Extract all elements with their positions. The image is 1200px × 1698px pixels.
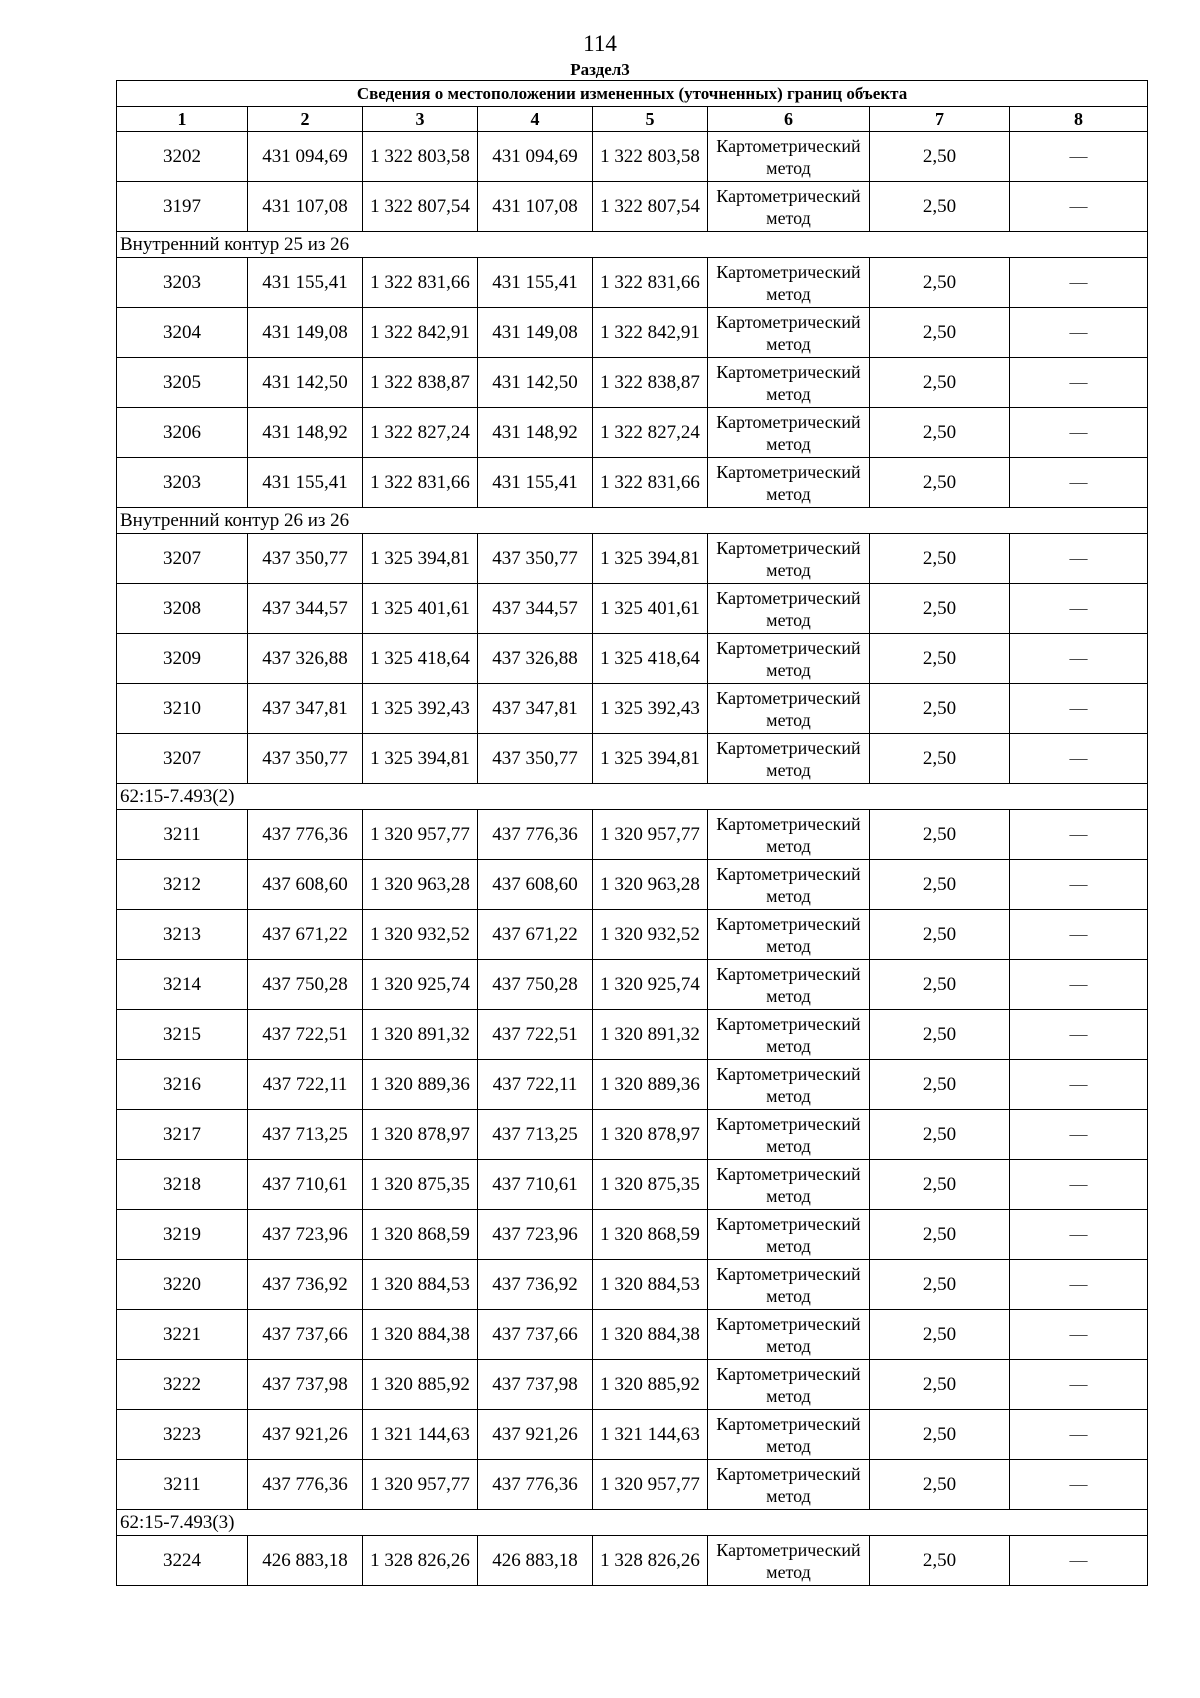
x-coord-cell: 431 107,08 <box>248 182 363 232</box>
y-coord-cell: 1 320 875,35 <box>593 1160 708 1210</box>
y-coord-cell: 1 320 885,92 <box>593 1360 708 1410</box>
note-cell: — <box>1010 258 1148 308</box>
contour-group-row <box>117 1510 1148 1536</box>
x-coord-cell: 437 723,96 <box>478 1210 593 1260</box>
method-cell: Картометрический метод <box>708 960 870 1010</box>
x-coord-cell: 437 347,81 <box>478 684 593 734</box>
note-cell: — <box>1010 910 1148 960</box>
y-coord-cell: 1 320 957,77 <box>363 1460 478 1510</box>
table-row <box>117 810 1148 860</box>
method-cell: Картометрический метод <box>708 458 870 508</box>
point-number-cell: 3224 <box>117 1536 248 1586</box>
note-cell: — <box>1010 358 1148 408</box>
y-coord-cell: 1 325 394,81 <box>363 534 478 584</box>
y-coord-cell: 1 320 884,38 <box>593 1310 708 1360</box>
x-coord-cell: 437 713,25 <box>478 1110 593 1160</box>
method-cell: Картометрический метод <box>708 634 870 684</box>
x-coord-cell: 431 142,50 <box>248 358 363 408</box>
contour-group-label: Внутренний контур 25 из 26 <box>117 232 1148 258</box>
table-row <box>117 1410 1148 1460</box>
note-cell: — <box>1010 1160 1148 1210</box>
x-coord-cell: 431 149,08 <box>248 308 363 358</box>
x-coord-cell: 437 737,98 <box>478 1360 593 1410</box>
table-body <box>117 132 1148 1586</box>
method-cell: Картометрический метод <box>708 258 870 308</box>
y-coord-cell: 1 320 889,36 <box>363 1060 478 1110</box>
y-coord-cell: 1 322 842,91 <box>363 308 478 358</box>
method-cell: Картометрический метод <box>708 358 870 408</box>
x-coord-cell: 431 148,92 <box>478 408 593 458</box>
y-coord-cell: 1 321 144,63 <box>363 1410 478 1460</box>
x-coord-cell: 437 776,36 <box>478 1460 593 1510</box>
accuracy-cell: 2,50 <box>870 1410 1010 1460</box>
y-coord-cell: 1 322 842,91 <box>593 308 708 358</box>
accuracy-cell: 2,50 <box>870 1210 1010 1260</box>
note-cell: — <box>1010 1410 1148 1460</box>
column-header: 7 <box>870 107 1010 132</box>
accuracy-cell: 2,50 <box>870 960 1010 1010</box>
method-cell: Картометрический метод <box>708 910 870 960</box>
table-row <box>117 308 1148 358</box>
x-coord-cell: 437 776,36 <box>248 1460 363 1510</box>
point-number-cell: 3216 <box>117 1060 248 1110</box>
y-coord-cell: 1 325 418,64 <box>593 634 708 684</box>
point-number-cell: 3211 <box>117 810 248 860</box>
table-row <box>117 1460 1148 1510</box>
method-cell: Картометрический метод <box>708 1210 870 1260</box>
note-cell: — <box>1010 1260 1148 1310</box>
accuracy-cell: 2,50 <box>870 1060 1010 1110</box>
y-coord-cell: 1 325 418,64 <box>363 634 478 684</box>
accuracy-cell: 2,50 <box>870 860 1010 910</box>
x-coord-cell: 437 608,60 <box>478 860 593 910</box>
accuracy-cell: 2,50 <box>870 1110 1010 1160</box>
y-coord-cell: 1 322 838,87 <box>593 358 708 408</box>
accuracy-cell: 2,50 <box>870 358 1010 408</box>
accuracy-cell: 2,50 <box>870 1310 1010 1360</box>
point-number-cell: 3210 <box>117 684 248 734</box>
y-coord-cell: 1 322 803,58 <box>363 132 478 182</box>
y-coord-cell: 1 320 884,38 <box>363 1310 478 1360</box>
point-number-cell: 3212 <box>117 860 248 910</box>
contour-group-row <box>117 232 1148 258</box>
accuracy-cell: 2,50 <box>870 810 1010 860</box>
x-coord-cell: 437 350,77 <box>248 534 363 584</box>
point-number-cell: 3205 <box>117 358 248 408</box>
x-coord-cell: 431 094,69 <box>248 132 363 182</box>
y-coord-cell: 1 320 932,52 <box>593 910 708 960</box>
y-coord-cell: 1 320 963,28 <box>593 860 708 910</box>
x-coord-cell: 437 723,96 <box>248 1210 363 1260</box>
point-number-cell: 3223 <box>117 1410 248 1460</box>
y-coord-cell: 1 322 827,24 <box>593 408 708 458</box>
note-cell: — <box>1010 960 1148 1010</box>
x-coord-cell: 426 883,18 <box>248 1536 363 1586</box>
method-cell: Картометрический метод <box>708 810 870 860</box>
method-cell: Картометрический метод <box>708 1160 870 1210</box>
contour-group-row <box>117 508 1148 534</box>
x-coord-cell: 437 921,26 <box>478 1410 593 1460</box>
note-cell: — <box>1010 1010 1148 1060</box>
method-cell: Картометрический метод <box>708 1260 870 1310</box>
contour-group-row <box>117 784 1148 810</box>
y-coord-cell: 1 321 144,63 <box>593 1410 708 1460</box>
section-title: Раздел3 <box>570 60 630 79</box>
table-caption: Сведения о местоположении измененных (уточненных) границ объекта <box>117 81 1148 107</box>
x-coord-cell: 431 149,08 <box>478 308 593 358</box>
x-coord-cell: 437 737,66 <box>248 1310 363 1360</box>
point-number-cell: 3203 <box>117 258 248 308</box>
method-cell: Картометрический метод <box>708 1110 870 1160</box>
note-cell: — <box>1010 1360 1148 1410</box>
header-row <box>117 107 1148 132</box>
table-row <box>117 1210 1148 1260</box>
table-row <box>117 1310 1148 1360</box>
note-cell: — <box>1010 1310 1148 1360</box>
y-coord-cell: 1 320 889,36 <box>593 1060 708 1110</box>
method-cell: Картометрический метод <box>708 132 870 182</box>
accuracy-cell: 2,50 <box>870 1160 1010 1210</box>
note-cell: — <box>1010 734 1148 784</box>
table-row <box>117 1010 1148 1060</box>
note-cell: — <box>1010 584 1148 634</box>
note-cell: — <box>1010 634 1148 684</box>
note-cell: — <box>1010 1110 1148 1160</box>
point-number-cell: 3211 <box>117 1460 248 1510</box>
table-row <box>117 1110 1148 1160</box>
y-coord-cell: 1 322 831,66 <box>363 258 478 308</box>
contour-group-label: 62:15-7.493(3) <box>117 1510 1148 1536</box>
x-coord-cell: 437 750,28 <box>248 960 363 1010</box>
y-coord-cell: 1 320 957,77 <box>363 810 478 860</box>
x-coord-cell: 437 722,51 <box>248 1010 363 1060</box>
method-cell: Картометрический метод <box>708 308 870 358</box>
method-cell: Картометрический метод <box>708 1010 870 1060</box>
page-number: 114 <box>583 31 617 56</box>
y-coord-cell: 1 322 831,66 <box>593 258 708 308</box>
accuracy-cell: 2,50 <box>870 1536 1010 1586</box>
x-coord-cell: 431 107,08 <box>478 182 593 232</box>
y-coord-cell: 1 320 925,74 <box>593 960 708 1010</box>
y-coord-cell: 1 325 394,81 <box>593 734 708 784</box>
note-cell: — <box>1010 1060 1148 1110</box>
column-header: 8 <box>1010 107 1148 132</box>
x-coord-cell: 437 710,61 <box>248 1160 363 1210</box>
y-coord-cell: 1 320 891,32 <box>593 1010 708 1060</box>
x-coord-cell: 437 736,92 <box>478 1260 593 1310</box>
accuracy-cell: 2,50 <box>870 1010 1010 1060</box>
accuracy-cell: 2,50 <box>870 584 1010 634</box>
table-row <box>117 408 1148 458</box>
x-coord-cell: 437 671,22 <box>248 910 363 960</box>
y-coord-cell: 1 322 803,58 <box>593 132 708 182</box>
y-coord-cell: 1 320 875,35 <box>363 1160 478 1210</box>
x-coord-cell: 437 776,36 <box>478 810 593 860</box>
contour-group-label: 62:15-7.493(2) <box>117 784 1148 810</box>
column-header: 2 <box>248 107 363 132</box>
table-row <box>117 1536 1148 1586</box>
point-number-cell: 3217 <box>117 1110 248 1160</box>
table-row <box>117 734 1148 784</box>
point-number-cell: 3203 <box>117 458 248 508</box>
note-cell: — <box>1010 408 1148 458</box>
x-coord-cell: 437 350,77 <box>248 734 363 784</box>
table-row <box>117 358 1148 408</box>
method-cell: Картометрический метод <box>708 1310 870 1360</box>
table-row <box>117 132 1148 182</box>
x-coord-cell: 437 344,57 <box>248 584 363 634</box>
table-row <box>117 1260 1148 1310</box>
method-cell: Картометрический метод <box>708 734 870 784</box>
x-coord-cell: 426 883,18 <box>478 1536 593 1586</box>
y-coord-cell: 1 322 838,87 <box>363 358 478 408</box>
y-coord-cell: 1 322 831,66 <box>363 458 478 508</box>
table-row <box>117 258 1148 308</box>
accuracy-cell: 2,50 <box>870 308 1010 358</box>
y-coord-cell: 1 320 925,74 <box>363 960 478 1010</box>
note-cell: — <box>1010 1210 1148 1260</box>
x-coord-cell: 437 608,60 <box>248 860 363 910</box>
point-number-cell: 3202 <box>117 132 248 182</box>
y-coord-cell: 1 320 891,32 <box>363 1010 478 1060</box>
method-cell: Картометрический метод <box>708 534 870 584</box>
y-coord-cell: 1 320 885,92 <box>363 1360 478 1410</box>
point-number-cell: 3197 <box>117 182 248 232</box>
accuracy-cell: 2,50 <box>870 132 1010 182</box>
x-coord-cell: 431 155,41 <box>478 458 593 508</box>
y-coord-cell: 1 320 868,59 <box>593 1210 708 1260</box>
table-row <box>117 910 1148 960</box>
x-coord-cell: 437 776,36 <box>248 810 363 860</box>
accuracy-cell: 2,50 <box>870 1460 1010 1510</box>
note-cell: — <box>1010 458 1148 508</box>
point-number-cell: 3221 <box>117 1310 248 1360</box>
y-coord-cell: 1 320 957,77 <box>593 810 708 860</box>
note-cell: — <box>1010 534 1148 584</box>
x-coord-cell: 437 722,11 <box>478 1060 593 1110</box>
method-cell: Картометрический метод <box>708 1460 870 1510</box>
accuracy-cell: 2,50 <box>870 458 1010 508</box>
method-cell: Картометрический метод <box>708 408 870 458</box>
accuracy-cell: 2,50 <box>870 408 1010 458</box>
point-number-cell: 3218 <box>117 1160 248 1210</box>
y-coord-cell: 1 320 884,53 <box>363 1260 478 1310</box>
y-coord-cell: 1 320 884,53 <box>593 1260 708 1310</box>
x-coord-cell: 437 737,66 <box>478 1310 593 1360</box>
table-row <box>117 860 1148 910</box>
point-number-cell: 3214 <box>117 960 248 1010</box>
x-coord-cell: 431 148,92 <box>248 408 363 458</box>
table-row <box>117 684 1148 734</box>
y-coord-cell: 1 325 394,81 <box>363 734 478 784</box>
method-cell: Картометрический метод <box>708 584 870 634</box>
column-header: 5 <box>593 107 708 132</box>
y-coord-cell: 1 322 831,66 <box>593 458 708 508</box>
contour-group-label: Внутренний контур 26 из 26 <box>117 508 1148 534</box>
x-coord-cell: 437 326,88 <box>478 634 593 684</box>
point-number-cell: 3207 <box>117 534 248 584</box>
point-number-cell: 3207 <box>117 734 248 784</box>
x-coord-cell: 437 921,26 <box>248 1410 363 1460</box>
y-coord-cell: 1 320 963,28 <box>363 860 478 910</box>
y-coord-cell: 1 325 401,61 <box>363 584 478 634</box>
note-cell: — <box>1010 1536 1148 1586</box>
table-row <box>117 1360 1148 1410</box>
accuracy-cell: 2,50 <box>870 910 1010 960</box>
accuracy-cell: 2,50 <box>870 258 1010 308</box>
note-cell: — <box>1010 308 1148 358</box>
x-coord-cell: 437 671,22 <box>478 910 593 960</box>
y-coord-cell: 1 328 826,26 <box>363 1536 478 1586</box>
x-coord-cell: 431 142,50 <box>478 358 593 408</box>
x-coord-cell: 437 713,25 <box>248 1110 363 1160</box>
accuracy-cell: 2,50 <box>870 534 1010 584</box>
table-row <box>117 182 1148 232</box>
point-number-cell: 3222 <box>117 1360 248 1410</box>
y-coord-cell: 1 320 878,97 <box>363 1110 478 1160</box>
accuracy-cell: 2,50 <box>870 734 1010 784</box>
column-header: 3 <box>363 107 478 132</box>
point-number-cell: 3204 <box>117 308 248 358</box>
y-coord-cell: 1 325 392,43 <box>593 684 708 734</box>
point-number-cell: 3213 <box>117 910 248 960</box>
point-number-cell: 3219 <box>117 1210 248 1260</box>
table-row <box>117 1060 1148 1110</box>
accuracy-cell: 2,50 <box>870 182 1010 232</box>
method-cell: Картометрический метод <box>708 1410 870 1460</box>
x-coord-cell: 437 710,61 <box>478 1160 593 1210</box>
y-coord-cell: 1 320 878,97 <box>593 1110 708 1160</box>
x-coord-cell: 437 350,77 <box>478 734 593 784</box>
accuracy-cell: 2,50 <box>870 1260 1010 1310</box>
y-coord-cell: 1 320 957,77 <box>593 1460 708 1510</box>
table-row <box>117 534 1148 584</box>
y-coord-cell: 1 325 401,61 <box>593 584 708 634</box>
x-coord-cell: 437 350,77 <box>478 534 593 584</box>
x-coord-cell: 437 347,81 <box>248 684 363 734</box>
method-cell: Картометрический метод <box>708 182 870 232</box>
column-header: 6 <box>708 107 870 132</box>
x-coord-cell: 431 094,69 <box>478 132 593 182</box>
y-coord-cell: 1 325 392,43 <box>363 684 478 734</box>
note-cell: — <box>1010 810 1148 860</box>
column-header: 4 <box>478 107 593 132</box>
boundary-table <box>116 80 1148 1586</box>
note-cell: — <box>1010 132 1148 182</box>
column-header: 1 <box>117 107 248 132</box>
method-cell: Картометрический метод <box>708 1060 870 1110</box>
y-coord-cell: 1 328 826,26 <box>593 1536 708 1586</box>
table-row <box>117 1160 1148 1210</box>
method-cell: Картометрический метод <box>708 1536 870 1586</box>
x-coord-cell: 431 155,41 <box>248 258 363 308</box>
x-coord-cell: 437 344,57 <box>478 584 593 634</box>
point-number-cell: 3208 <box>117 584 248 634</box>
accuracy-cell: 2,50 <box>870 684 1010 734</box>
accuracy-cell: 2,50 <box>870 634 1010 684</box>
y-coord-cell: 1 322 807,54 <box>363 182 478 232</box>
x-coord-cell: 437 722,11 <box>248 1060 363 1110</box>
note-cell: — <box>1010 684 1148 734</box>
note-cell: — <box>1010 1460 1148 1510</box>
x-coord-cell: 431 155,41 <box>248 458 363 508</box>
point-number-cell: 3220 <box>117 1260 248 1310</box>
x-coord-cell: 437 722,51 <box>478 1010 593 1060</box>
y-coord-cell: 1 322 807,54 <box>593 182 708 232</box>
table-row <box>117 584 1148 634</box>
table-row <box>117 634 1148 684</box>
table-row <box>117 960 1148 1010</box>
method-cell: Картометрический метод <box>708 1360 870 1410</box>
y-coord-cell: 1 322 827,24 <box>363 408 478 458</box>
x-coord-cell: 431 155,41 <box>478 258 593 308</box>
x-coord-cell: 437 736,92 <box>248 1260 363 1310</box>
method-cell: Картометрический метод <box>708 684 870 734</box>
x-coord-cell: 437 326,88 <box>248 634 363 684</box>
point-number-cell: 3206 <box>117 408 248 458</box>
point-number-cell: 3209 <box>117 634 248 684</box>
accuracy-cell: 2,50 <box>870 1360 1010 1410</box>
note-cell: — <box>1010 860 1148 910</box>
note-cell: — <box>1010 182 1148 232</box>
method-cell: Картометрический метод <box>708 860 870 910</box>
y-coord-cell: 1 320 868,59 <box>363 1210 478 1260</box>
y-coord-cell: 1 320 932,52 <box>363 910 478 960</box>
x-coord-cell: 437 750,28 <box>478 960 593 1010</box>
x-coord-cell: 437 737,98 <box>248 1360 363 1410</box>
point-number-cell: 3215 <box>117 1010 248 1060</box>
table-row <box>117 458 1148 508</box>
y-coord-cell: 1 325 394,81 <box>593 534 708 584</box>
